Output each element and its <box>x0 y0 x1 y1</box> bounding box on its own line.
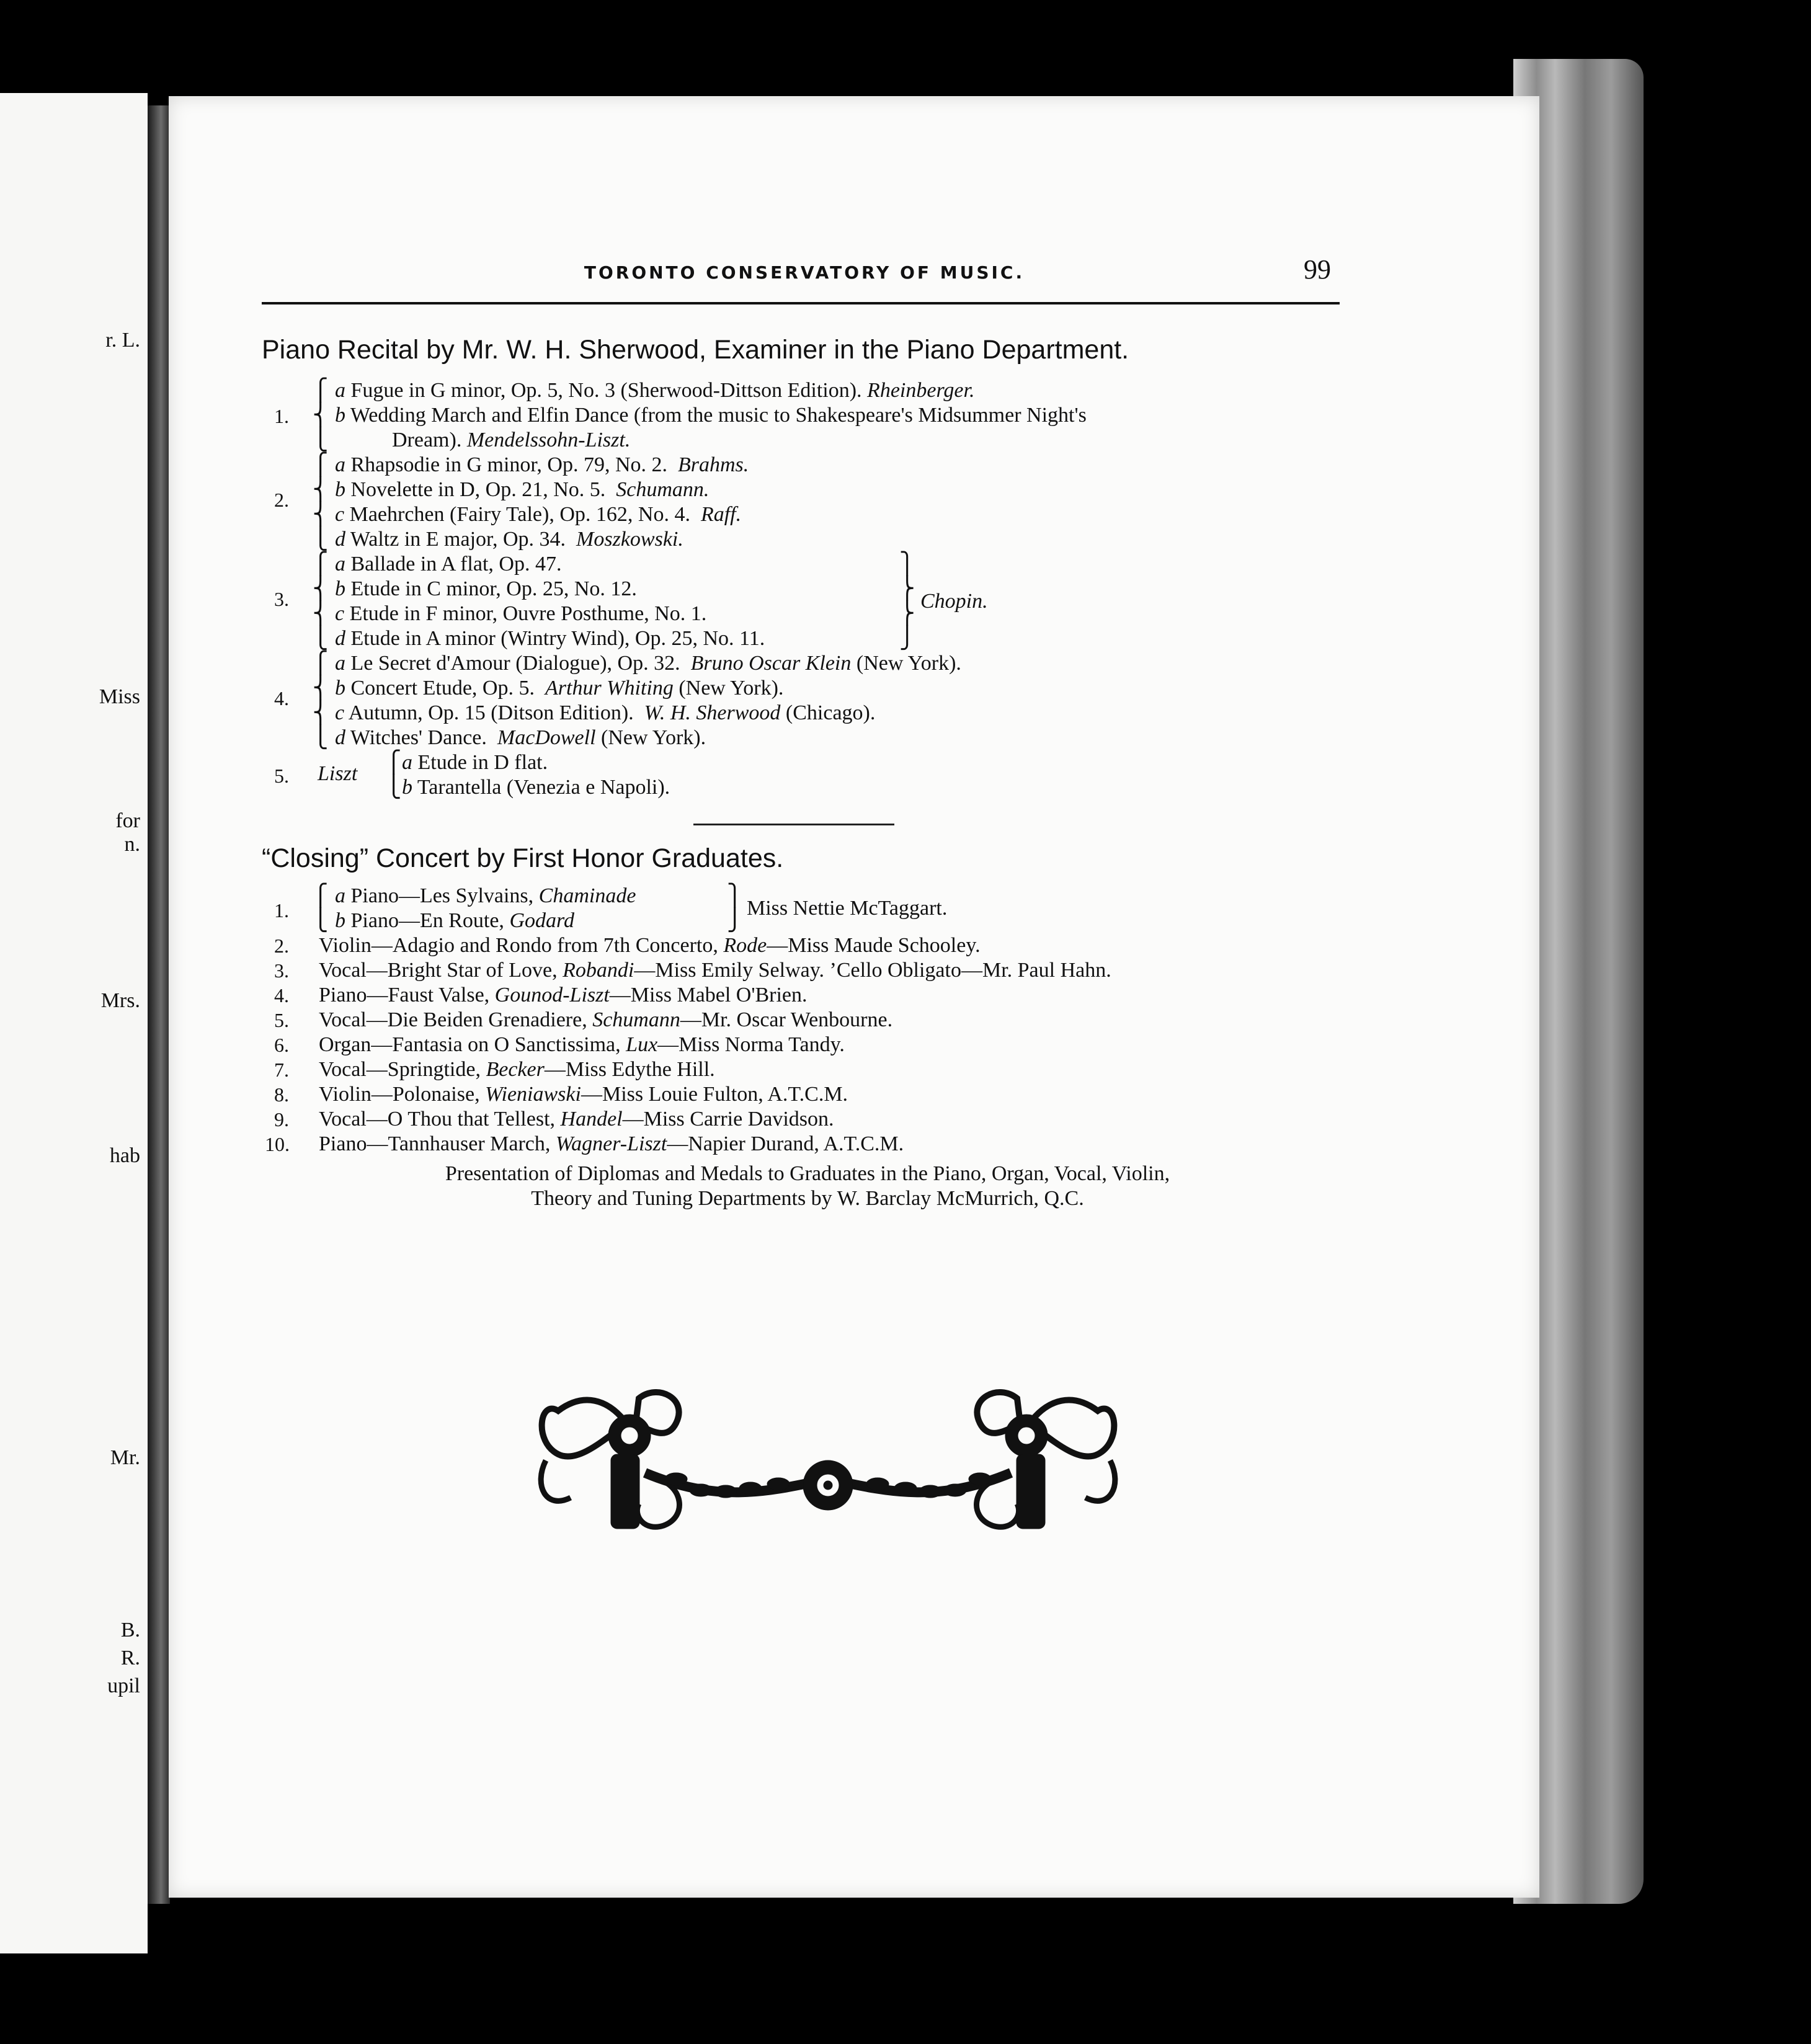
program-item: Piano—Tannhauser March, Wagner-Liszt—Napier Durand, A.T.C.M. <box>319 1132 904 1155</box>
composer: Robandi <box>563 959 634 982</box>
floral-garland-ornament-icon <box>533 1386 1123 1541</box>
composer: Becker <box>486 1058 545 1081</box>
composer: Schumann <box>592 1008 680 1031</box>
item-number: 5. <box>274 1009 289 1031</box>
composer: Moszkowski. <box>576 528 683 551</box>
program-item: d Waltz in E major, Op. 34. Moszkowski. <box>335 528 683 551</box>
composer: Wieniawski <box>485 1083 581 1106</box>
left-page-fragment: R. <box>120 1646 140 1669</box>
group-bracket-right: ⎫ ⎬ ⎬ ⎭ <box>899 553 915 650</box>
group-number: 3. <box>274 588 289 610</box>
composer: Godard <box>509 909 574 932</box>
main-page <box>169 96 1539 1898</box>
composer: Rheinberger. <box>867 379 975 402</box>
program-item: d Witches' Dance. MacDowell (New York). <box>335 726 706 749</box>
group-bracket: ⎧ ⎨ ⎨ ⎩ <box>313 453 329 551</box>
left-page-fragment: Miss <box>99 685 140 708</box>
program-item: Vocal—Bright Star of Love, Robandi—Miss Emily Selway. ’Cello Obligato—Mr. Paul Hahn. <box>319 959 1111 982</box>
program-item: b Wedding March and Elfin Dance (from the music to Shakespeare's Midsummer Night's <box>335 404 1087 427</box>
left-page-fragment: Mr. <box>110 1446 140 1469</box>
composer: MacDowell <box>497 726 596 749</box>
left-page-fragment: B. <box>120 1619 140 1642</box>
program-item: Vocal—Die Beiden Grenadiere, Schumann—Mr. Oscar Wenbourne. <box>319 1008 893 1031</box>
program-item: a Fugue in G minor, Op. 5, No. 3 (Sherwood-Dittson Edition). Rheinberger. <box>335 379 975 402</box>
composer: Chaminade <box>538 884 636 907</box>
program-item: Violin—Polonaise, Wieniawski—Miss Louie Fulton, A.T.C.M. <box>319 1083 848 1106</box>
item-number: 8. <box>274 1083 289 1106</box>
item-number: 10. <box>265 1133 290 1155</box>
item-number: 6. <box>274 1034 289 1056</box>
recital-title: Piano Recital by Mr. W. H. Sherwood, Examiner in the Piano Department. <box>262 335 1129 365</box>
group-bracket: ⎧ ⎨ ⎩ <box>313 379 329 451</box>
item-number: 7. <box>274 1059 289 1081</box>
group-bracket: ⎧ ⎩ <box>313 884 329 932</box>
closing-title: “Closing” Concert by First Honor Graduates. <box>262 843 784 873</box>
program-item: c Maehrchen (Fairy Tale), Op. 162, No. 4. Raff. <box>335 503 742 526</box>
composer: W. H. Sherwood <box>644 701 781 724</box>
program-item: Organ—Fantasia on O Sanctissima, Lux—Miss Norma Tandy. <box>319 1033 845 1056</box>
program-item: a Rhapsodie in G minor, Op. 79, No. 2. Brahms. <box>335 453 749 476</box>
group-bracket: ⎧ ⎩ <box>386 751 402 799</box>
composer: Wagner-Liszt <box>555 1132 667 1155</box>
program-item: c Autumn, Op. 15 (Ditson Edition). W. H. Sherwood (Chicago). <box>335 701 876 724</box>
composer: Bruno Oscar Klein <box>690 652 852 675</box>
group-number: 1. <box>274 405 289 427</box>
program-item: Piano—Faust Valse, Gounod-Liszt—Miss Mabel O'Brien. <box>319 984 808 1006</box>
left-page-fragment: upil <box>107 1674 140 1697</box>
program-item: d Etude in A minor (Wintry Wind), Op. 25, No. 11. <box>335 627 765 650</box>
running-header <box>169 254 1539 296</box>
group-bracket: ⎧ ⎨ ⎨ ⎩ <box>313 553 329 650</box>
program-item: c Etude in F minor, Ouvre Posthume, No. 1. <box>335 602 707 625</box>
item-number: 2. <box>274 935 289 957</box>
composer: Lux <box>626 1033 658 1056</box>
composer: Mendelssohn-Liszt. <box>466 429 631 451</box>
group-number: 4. <box>274 687 289 709</box>
left-page-fragment: for <box>115 809 140 832</box>
item-number: 3. <box>274 959 289 982</box>
program-item: Vocal—O Thou that Tellest, Handel—Miss Carrie Davidson. <box>319 1108 834 1131</box>
left-page-fragment: Mrs. <box>100 989 140 1012</box>
left-page-fragment: n. <box>124 833 140 856</box>
group-bracket: ⎧ ⎨ ⎨ ⎩ <box>313 652 329 749</box>
program-item: a Le Secret d'Amour (Dialogue), Op. 32. Bruno Oscar Klein (New York). <box>335 652 961 675</box>
item-number: 4. <box>274 984 289 1006</box>
section-rule <box>693 824 894 825</box>
composer: Raff. <box>700 503 742 526</box>
group-number: 5. <box>274 765 289 787</box>
page-number: 99 <box>1304 254 1331 285</box>
program-item: b Piano—En Route, Godard <box>335 909 574 932</box>
group-number: 2. <box>274 489 289 511</box>
composer: Rode <box>723 934 767 957</box>
program-item: a Ballade in A flat, Op. 47. <box>335 553 562 575</box>
running-title: TORONTO CONSERVATORY OF MUSIC. <box>584 262 1025 283</box>
item-number: 9. <box>274 1108 289 1131</box>
bracket-composer: Chopin. <box>920 590 988 613</box>
program-item: b Concert Etude, Op. 5. Arthur Whiting (New York). <box>335 677 784 700</box>
composer: Handel <box>560 1108 623 1131</box>
header-rule <box>262 302 1340 304</box>
program-item: a Etude in D flat. <box>402 751 548 774</box>
program-item: Vocal—Springtide, Becker—Miss Edythe Hill. <box>319 1058 715 1081</box>
left-page-fragment: hab <box>109 1144 140 1167</box>
program-item: Violin—Adagio and Rondo from 7th Concerto, Rode—Miss Maude Schooley. <box>319 934 981 957</box>
program-item: a Piano—Les Sylvains, Chaminade <box>335 884 636 907</box>
previous-page <box>0 93 148 1953</box>
item-number: 1. <box>274 899 289 922</box>
program-item: b Novelette in D, Op. 21, No. 5. Schumann. <box>335 478 710 501</box>
left-page-fragment: r. L. <box>105 329 140 352</box>
performer: Miss Nettie McTaggart. <box>747 897 948 920</box>
composer: Liszt <box>318 762 358 785</box>
composer: Gounod-Liszt <box>494 984 610 1006</box>
program-item: b Tarantella (Venezia e Napoli). <box>402 776 670 799</box>
book-gutter <box>148 105 170 1904</box>
presentation-line: Theory and Tuning Departments by W. Barclay McMurrich, Q.C. <box>531 1187 1084 1210</box>
composer: Brahms. <box>678 453 749 476</box>
program-item: b Etude in C minor, Op. 25, No. 12. <box>335 577 637 600</box>
group-bracket-right: ⎫ ⎭ <box>727 884 743 932</box>
program-item: Dream). Mendelssohn-Liszt. <box>392 429 631 451</box>
composer: Arthur Whiting <box>545 677 674 700</box>
presentation-line: Presentation of Diplomas and Medals to Graduates in the Piano, Organ, Vocal, Violin, <box>445 1162 1170 1185</box>
composer: Schumann. <box>616 478 710 501</box>
